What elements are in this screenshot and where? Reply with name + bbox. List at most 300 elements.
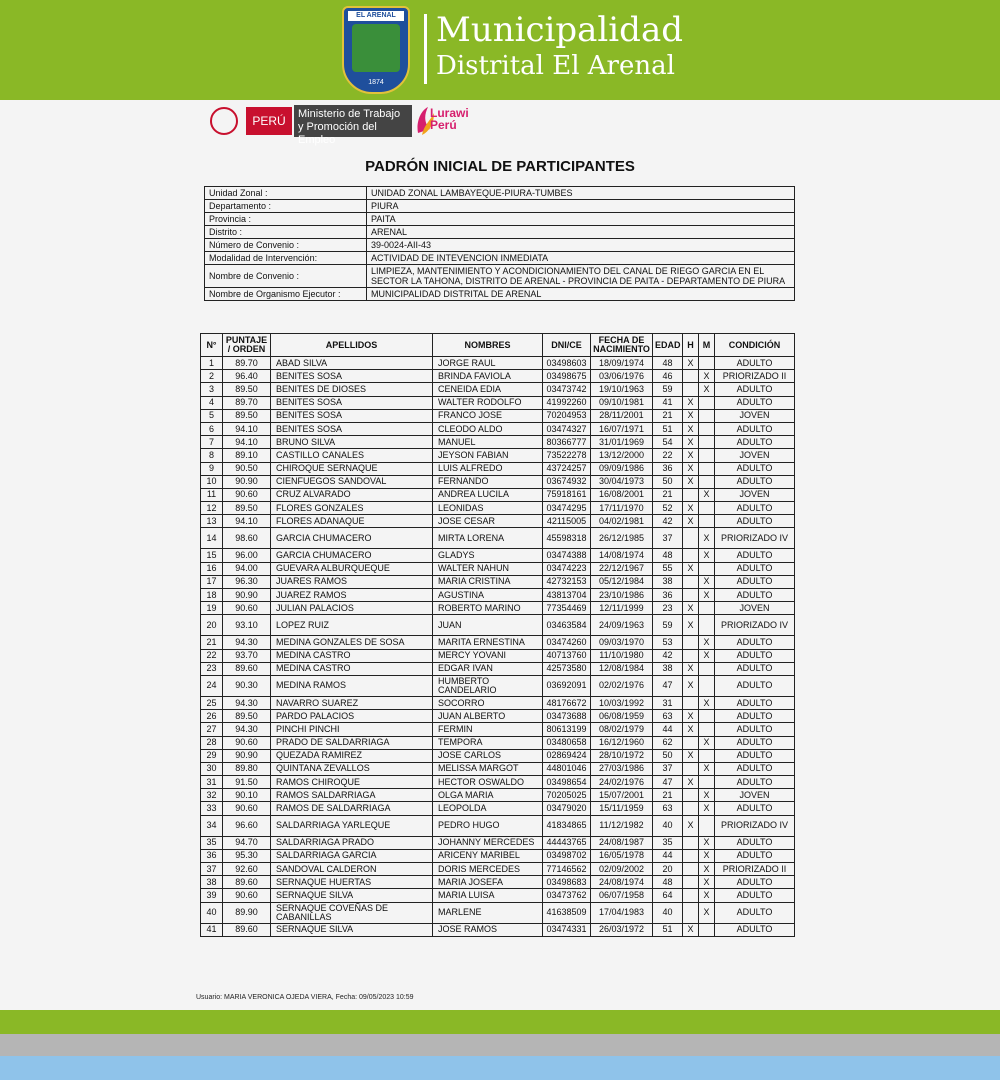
lurawi-line-2: Perú (430, 118, 457, 132)
cell-condition: ADULTO (715, 422, 795, 435)
table-row (201, 602, 795, 615)
cell-row-number: 19 (201, 602, 223, 615)
table-row (201, 662, 795, 675)
cell-surname: BRUNO SILVA (271, 436, 433, 449)
table-row (201, 836, 795, 849)
table-row (201, 802, 795, 815)
cell-age: 21 (653, 488, 683, 501)
cell-female-mark (699, 475, 715, 488)
cell-score: 93.70 (223, 649, 271, 662)
cell-row-number: 33 (201, 802, 223, 815)
cell-surname: FLORES GONZALES (271, 502, 433, 515)
cell-given-names: BRINDA FAVIOLA (433, 370, 543, 383)
cell-given-names: LUIS ALFREDO (433, 462, 543, 475)
cell-condition: JOVEN (715, 409, 795, 422)
info-value: ACTIVIDAD DE INTEVENCION INMEDIATA (367, 252, 795, 265)
info-value: 39-0024-AII-43 (367, 239, 795, 252)
cell-given-names: ROBERTO MARINO (433, 602, 543, 615)
cell-age: 21 (653, 789, 683, 802)
cell-score: 89.10 (223, 449, 271, 462)
cell-age: 50 (653, 749, 683, 762)
cell-male-mark (683, 902, 699, 923)
cell-male-mark: X (683, 436, 699, 449)
cell-condition: ADULTO (715, 736, 795, 749)
cell-given-names: MARIA JOSEFA (433, 876, 543, 889)
cell-dni: 44801046 (543, 762, 591, 775)
cell-surname: CIENFUEGOS SANDOVAL (271, 475, 433, 488)
cell-score: 96.40 (223, 370, 271, 383)
cell-age: 51 (653, 923, 683, 936)
cell-male-mark (683, 589, 699, 602)
cell-female-mark: X (699, 528, 715, 549)
cell-male-mark (683, 649, 699, 662)
table-row (201, 889, 795, 902)
cell-condition: JOVEN (715, 488, 795, 501)
cell-score: 96.30 (223, 575, 271, 588)
cell-given-names: MARIA CRISTINA (433, 575, 543, 588)
cell-female-mark: X (699, 636, 715, 649)
cell-condition: ADULTO (715, 749, 795, 762)
cell-dni: 03480658 (543, 736, 591, 749)
cell-age: 47 (653, 776, 683, 789)
cell-score: 89.70 (223, 357, 271, 370)
cell-male-mark: X (683, 562, 699, 575)
cell-dni: 70205025 (543, 789, 591, 802)
info-value: LIMPIEZA, MANTENIMIENTO Y ACONDICIONAMIENTO DEL CANAL DE RIEGO GARCIA EN EL SECTOR LA TAHONA, DISTRITO DE ARENAL - PROVINCIA DE PAITA - DEPARTAMENTO DE PIURA (367, 265, 795, 288)
table-row (201, 562, 795, 575)
cell-female-mark (699, 562, 715, 575)
cell-birth-date: 10/03/1992 (591, 696, 653, 709)
cell-surname: QUEZADA RAMIREZ (271, 749, 433, 762)
cell-row-number: 30 (201, 762, 223, 775)
table-row (201, 923, 795, 936)
cell-surname: MEDINA GONZALES DE SOSA (271, 636, 433, 649)
cell-row-number: 12 (201, 502, 223, 515)
cell-female-mark: X (699, 789, 715, 802)
cell-birth-date: 02/09/2002 (591, 863, 653, 876)
table-row (201, 789, 795, 802)
cell-female-mark (699, 396, 715, 409)
cell-male-mark (683, 696, 699, 709)
cell-age: 37 (653, 528, 683, 549)
cell-birth-date: 24/02/1976 (591, 776, 653, 789)
cell-birth-date: 08/02/1979 (591, 723, 653, 736)
cell-birth-date: 15/11/1959 (591, 802, 653, 815)
cell-given-names: GLADYS (433, 549, 543, 562)
cell-age: 50 (653, 475, 683, 488)
cell-birth-date: 28/10/1972 (591, 749, 653, 762)
cell-condition: ADULTO (715, 902, 795, 923)
info-value: ARENAL (367, 226, 795, 239)
table-row (201, 863, 795, 876)
cell-condition: ADULTO (715, 636, 795, 649)
cell-surname: MEDINA CASTRO (271, 662, 433, 675)
cell-given-names: FERMIN (433, 723, 543, 736)
cell-row-number: 9 (201, 462, 223, 475)
footer-band-gray (0, 1034, 1000, 1056)
cell-surname: SALDARRIAGA PRADO (271, 836, 433, 849)
cell-female-mark: X (699, 649, 715, 662)
cell-age: 22 (653, 449, 683, 462)
cell-dni: 80613199 (543, 723, 591, 736)
cell-age: 62 (653, 736, 683, 749)
cell-condition: ADULTO (715, 710, 795, 723)
info-row (205, 187, 795, 200)
cell-surname: RAMOS CHIROQUE (271, 776, 433, 789)
cell-given-names: MARITA ERNESTINA (433, 636, 543, 649)
cell-score: 90.10 (223, 789, 271, 802)
cell-condition: PRIORIZADO IV (715, 815, 795, 836)
cell-given-names: HECTOR OSWALDO (433, 776, 543, 789)
table-row (201, 636, 795, 649)
cell-birth-date: 17/11/1970 (591, 502, 653, 515)
cell-row-number: 6 (201, 422, 223, 435)
cell-condition: ADULTO (715, 562, 795, 575)
cell-male-mark: X (683, 449, 699, 462)
cell-male-mark (683, 889, 699, 902)
table-row (201, 876, 795, 889)
table-row (201, 396, 795, 409)
cell-given-names: ANDREA LUCILA (433, 488, 543, 501)
cell-male-mark: X (683, 723, 699, 736)
cell-birth-date: 31/01/1969 (591, 436, 653, 449)
table-row (201, 449, 795, 462)
cell-given-names: DORIS MERCEDES (433, 863, 543, 876)
table-row (201, 436, 795, 449)
info-value: PAITA (367, 213, 795, 226)
cell-surname: JUARES RAMOS (271, 575, 433, 588)
cell-female-mark (699, 749, 715, 762)
peru-shield-icon (210, 107, 238, 135)
cell-score: 90.60 (223, 736, 271, 749)
cell-dni: 75918161 (543, 488, 591, 501)
cell-male-mark: X (683, 923, 699, 936)
cell-dni: 43724257 (543, 462, 591, 475)
cell-condition: ADULTO (715, 462, 795, 475)
cell-condition: PRIORIZADO II (715, 370, 795, 383)
cell-surname: SERNAQUE SILVA (271, 923, 433, 936)
cell-row-number: 7 (201, 436, 223, 449)
cell-surname: SERNAQUE COVEÑAS DE CABANILLAS (271, 902, 433, 923)
cell-surname: ABAD SILVA (271, 357, 433, 370)
cell-male-mark (683, 802, 699, 815)
cell-given-names: CENEIDA EDIA (433, 383, 543, 396)
cell-dni: 03473688 (543, 710, 591, 723)
table-row (201, 488, 795, 501)
cell-surname: FLORES ADANAQUE (271, 515, 433, 528)
cell-dni: 43813704 (543, 589, 591, 602)
cell-birth-date: 15/07/2001 (591, 789, 653, 802)
cell-surname: BENITES SOSA (271, 422, 433, 435)
cell-dni: 73522278 (543, 449, 591, 462)
cell-given-names: FERNANDO (433, 475, 543, 488)
cell-birth-date: 24/09/1963 (591, 615, 653, 636)
cell-birth-date: 04/02/1981 (591, 515, 653, 528)
cell-male-mark (683, 849, 699, 862)
cell-condition: ADULTO (715, 396, 795, 409)
cell-row-number: 21 (201, 636, 223, 649)
cell-dni: 42573580 (543, 662, 591, 675)
cell-score: 93.10 (223, 615, 271, 636)
cell-birth-date: 16/12/1960 (591, 736, 653, 749)
cell-age: 63 (653, 802, 683, 815)
cell-male-mark: X (683, 409, 699, 422)
cell-surname: MEDINA CASTRO (271, 649, 433, 662)
cell-condition: JOVEN (715, 789, 795, 802)
info-row (205, 226, 795, 239)
cell-score: 92.60 (223, 863, 271, 876)
cell-age: 47 (653, 675, 683, 696)
cell-male-mark (683, 383, 699, 396)
cell-birth-date: 18/09/1974 (591, 357, 653, 370)
cell-score: 89.80 (223, 762, 271, 775)
cell-score: 91.50 (223, 776, 271, 789)
info-value: MUNICIPALIDAD DISTRITAL DE ARENAL (367, 288, 795, 301)
cell-female-mark (699, 923, 715, 936)
cell-male-mark (683, 636, 699, 649)
cell-female-mark: X (699, 863, 715, 876)
cell-male-mark: X (683, 602, 699, 615)
cell-male-mark (683, 876, 699, 889)
cell-dni: 42115005 (543, 515, 591, 528)
cell-female-mark: X (699, 762, 715, 775)
agreement-info-table (204, 186, 795, 301)
cell-male-mark: X (683, 422, 699, 435)
cell-age: 36 (653, 462, 683, 475)
cell-female-mark (699, 815, 715, 836)
info-value: UNIDAD ZONAL LAMBAYEQUE-PIURA-TUMBES (367, 187, 795, 200)
table-row (201, 502, 795, 515)
footer-band-green (0, 1010, 1000, 1034)
cell-condition: ADULTO (715, 357, 795, 370)
cell-row-number: 28 (201, 736, 223, 749)
cell-given-names: JOSE CESAR (433, 515, 543, 528)
cell-given-names: FRANCO JOSE (433, 409, 543, 422)
cell-age: 20 (653, 863, 683, 876)
cell-surname: GARCIA CHUMACERO (271, 549, 433, 562)
cell-condition: ADULTO (715, 876, 795, 889)
cell-age: 40 (653, 902, 683, 923)
cell-age: 37 (653, 762, 683, 775)
cell-given-names: JEYSON FABIAN (433, 449, 543, 462)
cell-dni: 41638509 (543, 902, 591, 923)
cell-age: 44 (653, 723, 683, 736)
column-header: CONDICIÓN (715, 334, 795, 357)
column-header: NOMBRES (433, 334, 543, 357)
ministry-badge: Ministerio de Trabajo y Promoción del Empleo (294, 105, 412, 137)
cell-birth-date: 09/10/1981 (591, 396, 653, 409)
cell-birth-date: 27/03/1986 (591, 762, 653, 775)
cell-score: 89.60 (223, 662, 271, 675)
cell-surname: QUINTANA ZEVALLOS (271, 762, 433, 775)
table-row (201, 776, 795, 789)
participants-table (200, 333, 795, 937)
crest-label: EL ARENAL (348, 11, 404, 21)
cell-given-names: OLGA MARIA (433, 789, 543, 802)
table-row (201, 696, 795, 709)
table-row (201, 515, 795, 528)
cell-surname: SERNAQUE HUERTAS (271, 876, 433, 889)
cell-condition: ADULTO (715, 849, 795, 862)
info-row (205, 288, 795, 301)
cell-age: 35 (653, 836, 683, 849)
cell-row-number: 29 (201, 749, 223, 762)
cell-given-names: JOSE RAMOS (433, 923, 543, 936)
cell-row-number: 15 (201, 549, 223, 562)
cell-male-mark: X (683, 462, 699, 475)
cell-row-number: 37 (201, 863, 223, 876)
footer-band-blue (0, 1056, 1000, 1080)
cell-dni: 03474331 (543, 923, 591, 936)
cell-surname: SALDARRIAGA GARCIA (271, 849, 433, 862)
info-row (205, 265, 795, 288)
table-row (201, 723, 795, 736)
title-line-1: Municipalidad (436, 10, 683, 50)
cell-age: 42 (653, 649, 683, 662)
cell-birth-date: 02/02/1976 (591, 675, 653, 696)
header-banner (0, 0, 1000, 100)
cell-surname: PRADO DE SALDARRIAGA (271, 736, 433, 749)
cell-condition: PRIORIZADO IV (715, 528, 795, 549)
info-label: Provincia : (205, 213, 367, 226)
cell-score: 89.90 (223, 902, 271, 923)
cell-male-mark: X (683, 475, 699, 488)
column-header: DNI/CE (543, 334, 591, 357)
cell-male-mark: X (683, 815, 699, 836)
cell-birth-date: 17/04/1983 (591, 902, 653, 923)
cell-male-mark: X (683, 502, 699, 515)
cell-condition: ADULTO (715, 923, 795, 936)
cell-condition: ADULTO (715, 589, 795, 602)
cell-score: 94.70 (223, 836, 271, 849)
cell-dni: 03474260 (543, 636, 591, 649)
cell-row-number: 34 (201, 815, 223, 836)
cell-score: 90.60 (223, 602, 271, 615)
cell-dni: 41992260 (543, 396, 591, 409)
cell-row-number: 23 (201, 662, 223, 675)
cell-dni: 03474388 (543, 549, 591, 562)
cell-given-names: EDGAR IVAN (433, 662, 543, 675)
cell-row-number: 1 (201, 357, 223, 370)
cell-age: 42 (653, 515, 683, 528)
cell-age: 64 (653, 889, 683, 902)
cell-row-number: 4 (201, 396, 223, 409)
cell-surname: MEDINA RAMOS (271, 675, 433, 696)
cell-female-mark (699, 502, 715, 515)
cell-dni: 03473742 (543, 383, 591, 396)
cell-male-mark (683, 488, 699, 501)
cell-female-mark (699, 675, 715, 696)
cell-female-mark: X (699, 575, 715, 588)
cell-female-mark (699, 615, 715, 636)
cell-score: 94.30 (223, 696, 271, 709)
cell-dni: 41834865 (543, 815, 591, 836)
cell-age: 38 (653, 662, 683, 675)
cell-birth-date: 12/11/1999 (591, 602, 653, 615)
cell-birth-date: 14/08/1974 (591, 549, 653, 562)
municipality-title (436, 10, 683, 82)
cell-birth-date: 30/04/1973 (591, 475, 653, 488)
cell-score: 90.60 (223, 889, 271, 902)
info-row (205, 213, 795, 226)
table-row (201, 575, 795, 588)
cell-row-number: 22 (201, 649, 223, 662)
cell-score: 94.10 (223, 515, 271, 528)
info-value: PIURA (367, 200, 795, 213)
table-row (201, 549, 795, 562)
cell-birth-date: 12/08/1984 (591, 662, 653, 675)
cell-female-mark (699, 436, 715, 449)
cell-surname: JULIAN PALACIOS (271, 602, 433, 615)
cell-row-number: 24 (201, 675, 223, 696)
column-header: EDAD (653, 334, 683, 357)
cell-surname: SERNAQUE SILVA (271, 889, 433, 902)
cell-dni: 44443765 (543, 836, 591, 849)
cell-birth-date: 09/09/1986 (591, 462, 653, 475)
cell-female-mark (699, 662, 715, 675)
cell-row-number: 8 (201, 449, 223, 462)
cell-female-mark: X (699, 488, 715, 501)
cell-condition: ADULTO (715, 762, 795, 775)
cell-dni: 02869424 (543, 749, 591, 762)
cell-dni: 03479020 (543, 802, 591, 815)
cell-dni: 45598318 (543, 528, 591, 549)
cell-age: 40 (653, 815, 683, 836)
cell-condition: ADULTO (715, 776, 795, 789)
table-row (201, 589, 795, 602)
cell-condition: ADULTO (715, 436, 795, 449)
cell-row-number: 31 (201, 776, 223, 789)
cell-surname: PARDO PALACIOS (271, 710, 433, 723)
cell-row-number: 16 (201, 562, 223, 575)
cell-score: 90.90 (223, 749, 271, 762)
cell-male-mark: X (683, 615, 699, 636)
cell-given-names: MARLENE (433, 902, 543, 923)
cell-male-mark (683, 762, 699, 775)
cell-age: 59 (653, 383, 683, 396)
cell-given-names: HUMBERTO CANDELARIO (433, 675, 543, 696)
cell-condition: JOVEN (715, 602, 795, 615)
cell-birth-date: 13/12/2000 (591, 449, 653, 462)
cell-age: 63 (653, 710, 683, 723)
info-label: Nombre de Organismo Ejecutor : (205, 288, 367, 301)
cell-row-number: 2 (201, 370, 223, 383)
column-header: H (683, 334, 699, 357)
cell-score: 90.50 (223, 462, 271, 475)
cell-condition: ADULTO (715, 675, 795, 696)
cell-given-names: MELISSA MARGOT (433, 762, 543, 775)
cell-female-mark (699, 449, 715, 462)
crest-shield (352, 24, 400, 72)
cell-score: 90.90 (223, 589, 271, 602)
cell-birth-date: 03/06/1976 (591, 370, 653, 383)
cell-surname: LOPEZ RUIZ (271, 615, 433, 636)
document-title: PADRÓN INICIAL DE PARTICIPANTES (365, 158, 635, 175)
cell-condition: ADULTO (715, 575, 795, 588)
cell-female-mark: X (699, 836, 715, 849)
cell-given-names: WALTER RODOLFO (433, 396, 543, 409)
cell-score: 96.00 (223, 549, 271, 562)
cell-female-mark: X (699, 549, 715, 562)
cell-birth-date: 06/07/1958 (591, 889, 653, 902)
cell-female-mark: X (699, 876, 715, 889)
cell-dni: 77146562 (543, 863, 591, 876)
cell-given-names: JUAN ALBERTO (433, 710, 543, 723)
cell-dni: 03498702 (543, 849, 591, 862)
cell-dni: 80366777 (543, 436, 591, 449)
cell-surname: BENITES SOSA (271, 409, 433, 422)
cell-birth-date: 19/10/1963 (591, 383, 653, 396)
